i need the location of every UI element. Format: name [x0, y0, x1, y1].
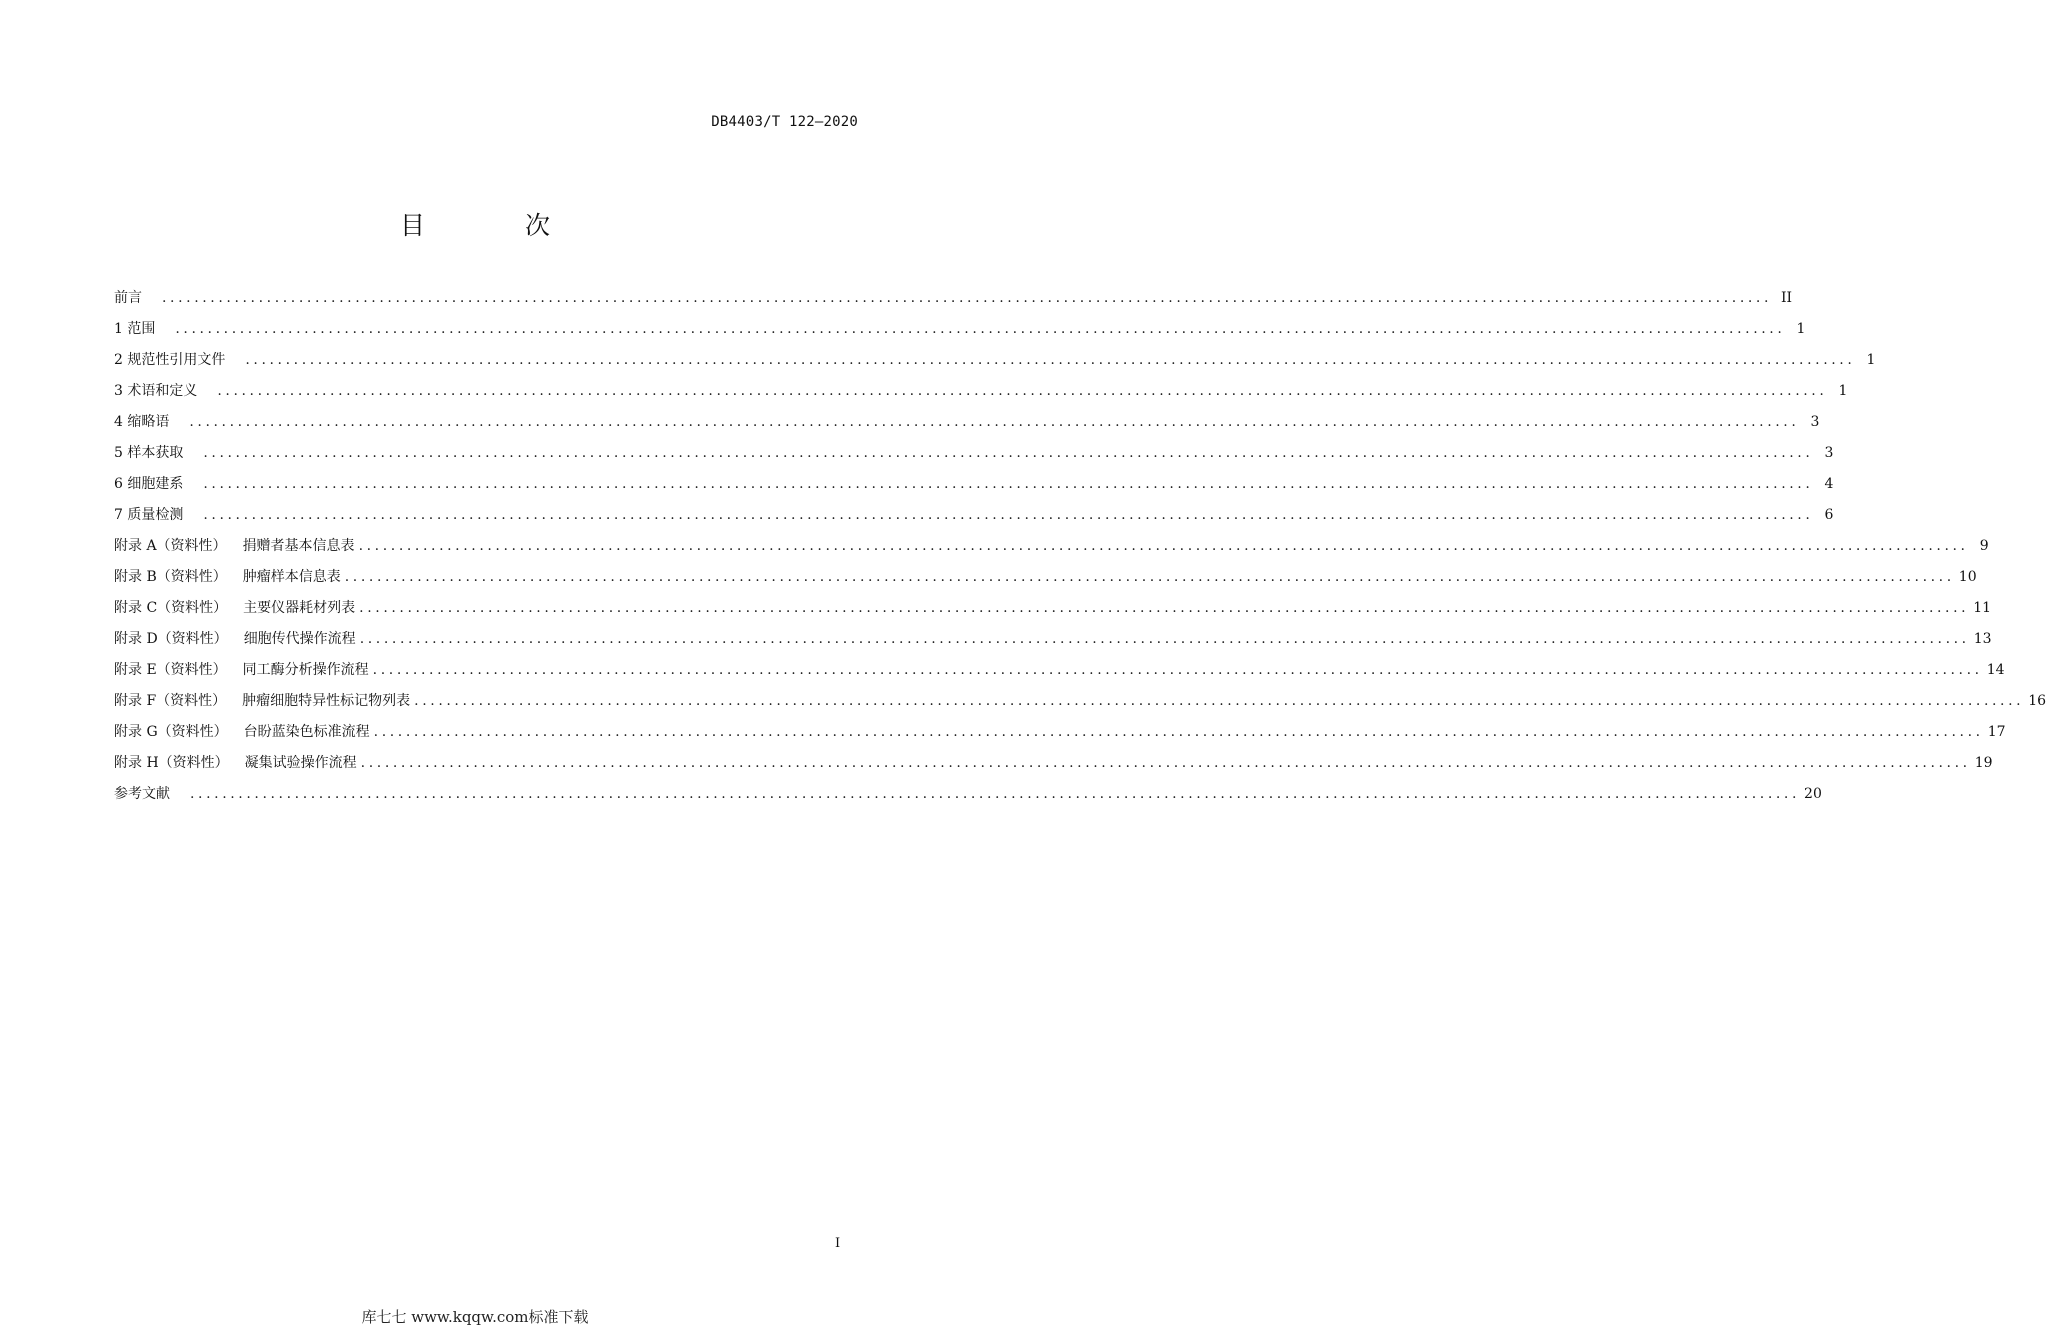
toc-entry-label: 附录 E（资料性） [114, 662, 227, 678]
toc-entry-page: 19 [1974, 755, 1993, 771]
toc-leader-dots: ........................................................................................................................................................................................................ [189, 414, 1800, 430]
toc-entry[interactable] [114, 411, 1820, 442]
toc-entry-label: 参考文献 [114, 786, 170, 802]
toc-entry[interactable] [114, 380, 1848, 411]
toc-entry[interactable] [114, 442, 1834, 473]
toc-entry-subtitle: 捐赠者基本信息表 [242, 538, 355, 554]
toc-entry-label: 附录 B（资料性） [114, 569, 227, 585]
toc-entry[interactable] [114, 473, 1834, 504]
toc-entry-page: 11 [1973, 600, 1992, 616]
toc-leader-dots: ........................................................................................................................................................................................................ [344, 569, 1955, 585]
toc-entry[interactable] [114, 318, 1806, 349]
toc-entry-page: 10 [1958, 569, 1977, 585]
toc-leader-dots: ........................................................................................................................................................................................................ [190, 786, 1801, 802]
toc-entry[interactable] [114, 566, 1977, 597]
toc-entry-page: 3 [1824, 445, 1834, 461]
toc-entry-page: 1 [1838, 383, 1848, 399]
toc-entry[interactable] [114, 752, 1993, 783]
toc-leader-dots: ........................................................................................................................................................................................................ [359, 631, 1970, 647]
toc-entry-label: 4 缩略语 [114, 414, 170, 430]
toc-entry-label: 7 质量检测 [114, 507, 184, 523]
toc-entry-label: 5 样本获取 [114, 445, 184, 461]
toc-leader-dots: ........................................................................................................................................................................................................ [203, 507, 1814, 523]
toc-entry-subtitle: 凝集试验操作流程 [244, 755, 357, 771]
toc-leader-dots: ........................................................................................................................................................................................................ [217, 383, 1828, 399]
toc-entry-label: 1 范围 [114, 321, 156, 337]
toc-entry[interactable] [114, 783, 1822, 814]
toc-entry-subtitle: 肿瘤细胞特异性标记物列表 [242, 693, 411, 709]
toc-entry[interactable] [114, 659, 2005, 690]
toc-leader-dots: ........................................................................................................................................................................................................ [162, 290, 1773, 306]
toc-entry-label: 附录 H（资料性） [114, 755, 229, 771]
toc-entry[interactable] [114, 690, 2046, 721]
toc-entry-page: 3 [1810, 414, 1820, 430]
toc-entry-page: 1 [1866, 352, 1876, 368]
toc-leader-dots: ........................................................................................................................................................................................................ [372, 662, 1983, 678]
toc-leader-dots: ........................................................................................................................................................................................................ [245, 352, 1856, 368]
toc-entry-label: 附录 F（资料性） [114, 693, 227, 709]
toc-leader-dots: ........................................................................................................................................................................................................ [175, 321, 1786, 337]
toc-entry[interactable] [114, 504, 1834, 535]
toc-entry-page: 14 [1986, 662, 2005, 678]
toc-entry-label: 6 细胞建系 [114, 476, 184, 492]
standard-code: DB4403/T 122—2020 [711, 114, 858, 130]
toc-entry[interactable] [114, 349, 1876, 380]
toc-entry-page: 20 [1804, 786, 1822, 802]
toc-entry-page: 4 [1824, 476, 1834, 492]
toc-entry-subtitle: 主要仪器耗材列表 [243, 600, 356, 616]
toc-entry-page: 9 [1979, 538, 1989, 554]
toc-entry-page: 17 [1987, 724, 2006, 740]
toc-entry-page: 16 [2028, 693, 2046, 709]
toc-entry-label: 附录 A（资料性） [114, 538, 227, 554]
toc-entry[interactable] [114, 287, 1793, 318]
toc-entry-subtitle: 台盼蓝染色标准流程 [243, 724, 370, 740]
toc-leader-dots: ........................................................................................................................................................................................................ [359, 600, 1970, 616]
toc-entry-label: 前言 [114, 290, 142, 306]
toc-entry-subtitle: 肿瘤样本信息表 [242, 569, 341, 585]
page-number: I [835, 1236, 841, 1251]
toc-entry[interactable] [114, 721, 2006, 752]
toc-entry-page: 13 [1973, 631, 1992, 647]
toc-leader-dots: ........................................................................................................................................................................................................ [203, 445, 1814, 461]
toc-title: 目 次 [400, 211, 596, 240]
toc-entry-page: II [1780, 290, 1793, 306]
toc-entry-label: 附录 D（资料性） [114, 631, 228, 647]
toc-leader-dots: ........................................................................................................................................................................................................ [360, 755, 1971, 771]
toc-leader-dots: ........................................................................................................................................................................................................ [373, 724, 1984, 740]
toc-entry[interactable] [114, 597, 1992, 628]
toc-entry-label: 附录 G（资料性） [114, 724, 228, 740]
toc-entry-subtitle: 同工酶分析操作流程 [242, 662, 369, 678]
toc-entry[interactable] [114, 535, 1989, 566]
footer-watermark: 库七七 www.kqqw.com标准下载 [361, 1308, 589, 1326]
toc-entry[interactable] [114, 628, 1992, 659]
toc-leader-dots: ........................................................................................................................................................................................................ [358, 538, 1969, 554]
toc-leader-dots: ........................................................................................................................................................................................................ [414, 693, 2025, 709]
toc-entry-page: 6 [1824, 507, 1834, 523]
toc-leader-dots: ........................................................................................................................................................................................................ [203, 476, 1814, 492]
toc-list [114, 287, 2046, 814]
toc-entry-label: 3 术语和定义 [114, 383, 198, 399]
toc-entry-page: 1 [1796, 321, 1806, 337]
toc-entry-subtitle: 细胞传代操作流程 [243, 631, 356, 647]
toc-entry-label: 2 规范性引用文件 [114, 352, 226, 368]
toc-entry-label: 附录 C（资料性） [114, 600, 228, 616]
